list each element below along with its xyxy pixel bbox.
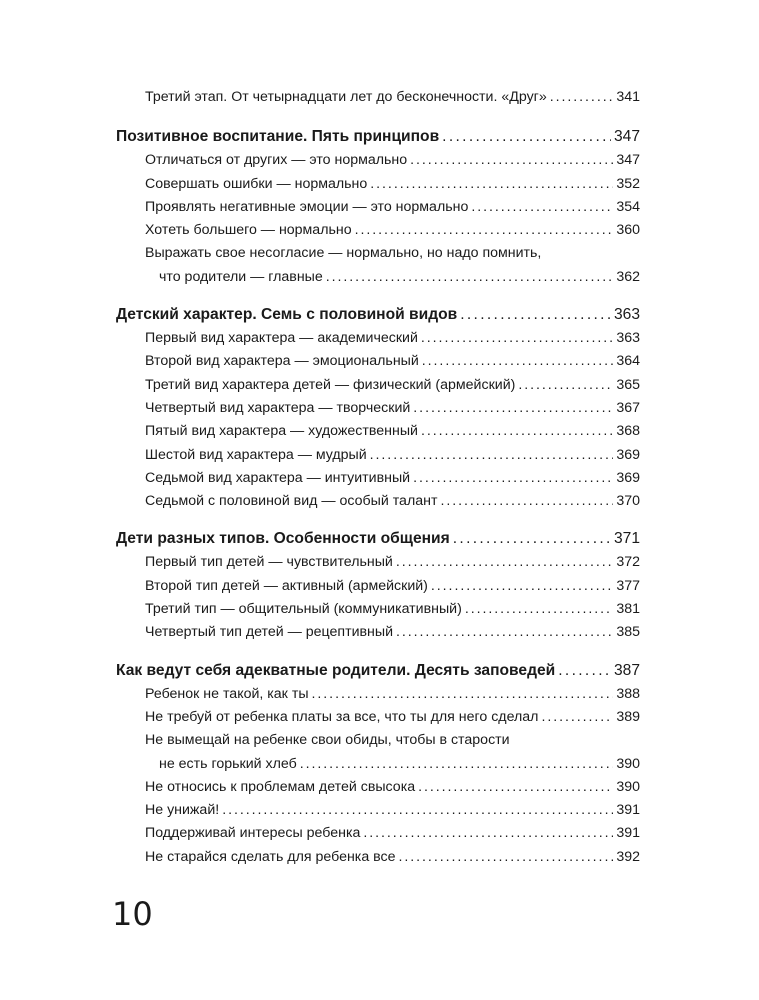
toc-item-title: Третий тип — общительный (коммуникативный)	[145, 601, 462, 618]
leader-dots	[460, 303, 611, 327]
toc-item-title: что родители — главные	[159, 268, 323, 285]
leader-dots	[363, 822, 613, 845]
leader-dots	[518, 374, 613, 397]
toc-item-title-line1: Выражать свое несогласие — нормально, но надо помнить,	[145, 245, 542, 262]
toc-item-page: 390	[616, 755, 640, 772]
toc-item-page: 372	[616, 554, 640, 571]
toc-item	[116, 467, 640, 490]
leader-dots	[421, 420, 613, 443]
toc-section-title: Как ведут себя адекватные родители. Десять заповедей	[116, 661, 556, 679]
toc-item	[116, 799, 640, 822]
leader-dots	[399, 846, 614, 869]
toc-item	[116, 397, 640, 420]
toc-item-title: Хотеть большего — нормально	[145, 222, 352, 239]
toc-item-title: Пятый вид характера — художественный	[145, 423, 418, 440]
toc-item	[116, 149, 640, 172]
toc-item-title: Ребенок не такой, как ты	[145, 685, 309, 702]
toc-section-page: 363	[613, 306, 640, 324]
toc-item	[116, 444, 640, 467]
toc-item-page: 389	[616, 708, 640, 725]
toc-section-page: 371	[613, 530, 640, 548]
toc-item-title: Третий вид характера детей — физический (армейский)	[145, 376, 516, 393]
toc-section-title: Позитивное воспитание. Пять принципов	[116, 128, 440, 146]
toc-section-page: 347	[613, 128, 640, 146]
leader-dots	[396, 621, 613, 644]
leader-dots	[413, 397, 613, 420]
toc-item	[116, 753, 640, 776]
leader-dots	[421, 327, 613, 350]
toc-item-title: Отличаться от других — это нормально	[145, 152, 408, 169]
toc-item-page: 392	[616, 848, 640, 865]
toc-item	[116, 327, 640, 350]
toc-item-page: 352	[616, 175, 640, 192]
toc-item-page: 369	[616, 446, 640, 463]
toc-item-page: 354	[616, 198, 640, 215]
toc-item-page: 364	[616, 353, 640, 370]
leader-dots	[370, 173, 613, 196]
toc-item-title: Не унижай!	[145, 802, 220, 819]
toc-item-page: 391	[616, 802, 640, 819]
toc-item-title: Не относись к проблемам детей свысока	[145, 778, 416, 795]
toc-item	[116, 374, 640, 397]
page-number: 10	[112, 895, 153, 933]
leader-dots	[422, 350, 614, 373]
leader-dots	[418, 776, 613, 799]
toc-item-page: 388	[616, 685, 640, 702]
leader-dots	[541, 706, 613, 729]
toc-item-page: 390	[616, 778, 640, 795]
leader-dots	[442, 125, 611, 149]
toc-item-title: Шестой вид характера — мудрый	[145, 446, 367, 463]
toc-item-page: 369	[616, 469, 640, 486]
toc-section-page: 387	[613, 661, 640, 679]
toc-section-heading	[116, 527, 640, 551]
leader-dots	[471, 196, 613, 219]
toc-item-page: 377	[616, 577, 640, 594]
toc-item	[116, 598, 640, 621]
toc-item	[116, 846, 640, 869]
toc-item	[116, 266, 640, 289]
toc-item	[116, 490, 640, 513]
leader-dots	[370, 444, 614, 467]
toc-item	[116, 575, 640, 598]
leader-dots	[465, 598, 614, 621]
toc-item-title: Седьмой вид характера — интуитивный	[145, 469, 411, 486]
leader-dots	[396, 551, 613, 574]
toc-item	[116, 776, 640, 799]
toc-item-title: Четвертый тип детей — рецептивный	[145, 624, 393, 641]
toc-item-title: Седьмой с половиной вид — особый талант	[145, 493, 438, 510]
toc-section-title: Дети разных типов. Особенности общения	[116, 530, 450, 548]
toc-item	[116, 219, 640, 242]
leader-dots	[410, 149, 613, 172]
table-of-contents	[116, 86, 640, 869]
toc-item	[116, 196, 640, 219]
toc-item-page: 391	[616, 825, 640, 842]
leader-dots	[453, 527, 611, 551]
leader-dots	[413, 467, 613, 490]
toc-item	[116, 551, 640, 574]
leader-dots	[355, 219, 614, 242]
toc-item	[116, 706, 640, 729]
toc-section-heading	[116, 303, 640, 327]
toc-item-page: 365	[616, 376, 640, 393]
toc-section-title: Детский характер. Семь с половиной видов	[116, 306, 458, 324]
leader-dots	[550, 86, 614, 109]
toc-item-page: 385	[616, 624, 640, 641]
toc-item-page: 360	[616, 222, 640, 239]
toc-item	[116, 822, 640, 845]
toc-item-title: не есть горький хлеб	[159, 755, 297, 772]
leader-dots	[440, 490, 613, 513]
toc-item	[116, 621, 640, 644]
toc-item-page: 370	[616, 493, 640, 510]
toc-item-title: Не требуй от ребенка платы за все, что ты для него сделал	[145, 708, 539, 725]
toc-item	[116, 683, 640, 706]
toc-item-title: Второй тип детей — активный (армейский)	[145, 577, 428, 594]
toc-item-title-line1: Не вымещай на ребенке свои обиды, чтобы в старости	[145, 732, 510, 749]
toc-item-title: Третий этап. От четырнадцати лет до бесконечности. «Друг»	[145, 89, 547, 105]
toc-item	[116, 86, 640, 109]
toc-item-page: 341	[616, 89, 640, 105]
toc-item-page: 367	[616, 399, 640, 416]
toc-item-page: 381	[616, 601, 640, 618]
leader-dots	[300, 753, 614, 776]
toc-item	[116, 420, 640, 443]
toc-section-heading	[116, 659, 640, 683]
toc-item-title: Поддерживай интересы ребенка	[145, 825, 361, 842]
toc-item-title: Совершать ошибки — нормально	[145, 175, 368, 192]
toc-item-title: Первый тип детей — чувствительный	[145, 554, 393, 571]
toc-item-title: Проявлять негативные эмоции — это нормально	[145, 198, 469, 215]
leader-dots	[222, 799, 613, 822]
toc-item-title: Не старайся сделать для ребенка все	[145, 848, 396, 865]
toc-item	[116, 350, 640, 373]
toc-item-page: 347	[616, 152, 640, 169]
leader-dots	[558, 659, 611, 683]
leader-dots	[326, 266, 614, 289]
toc-item-page: 368	[616, 423, 640, 440]
toc-section-heading	[116, 125, 640, 149]
toc-item	[116, 173, 640, 196]
leader-dots	[312, 683, 614, 706]
toc-item-title: Второй вид характера — эмоциональный	[145, 353, 419, 370]
toc-item-page: 363	[616, 330, 640, 347]
toc-item-title: Первый вид характера — академический	[145, 330, 418, 347]
toc-item-page: 362	[616, 268, 640, 285]
toc-item-title: Четвертый вид характера — творческий	[145, 399, 411, 416]
leader-dots	[431, 575, 613, 598]
